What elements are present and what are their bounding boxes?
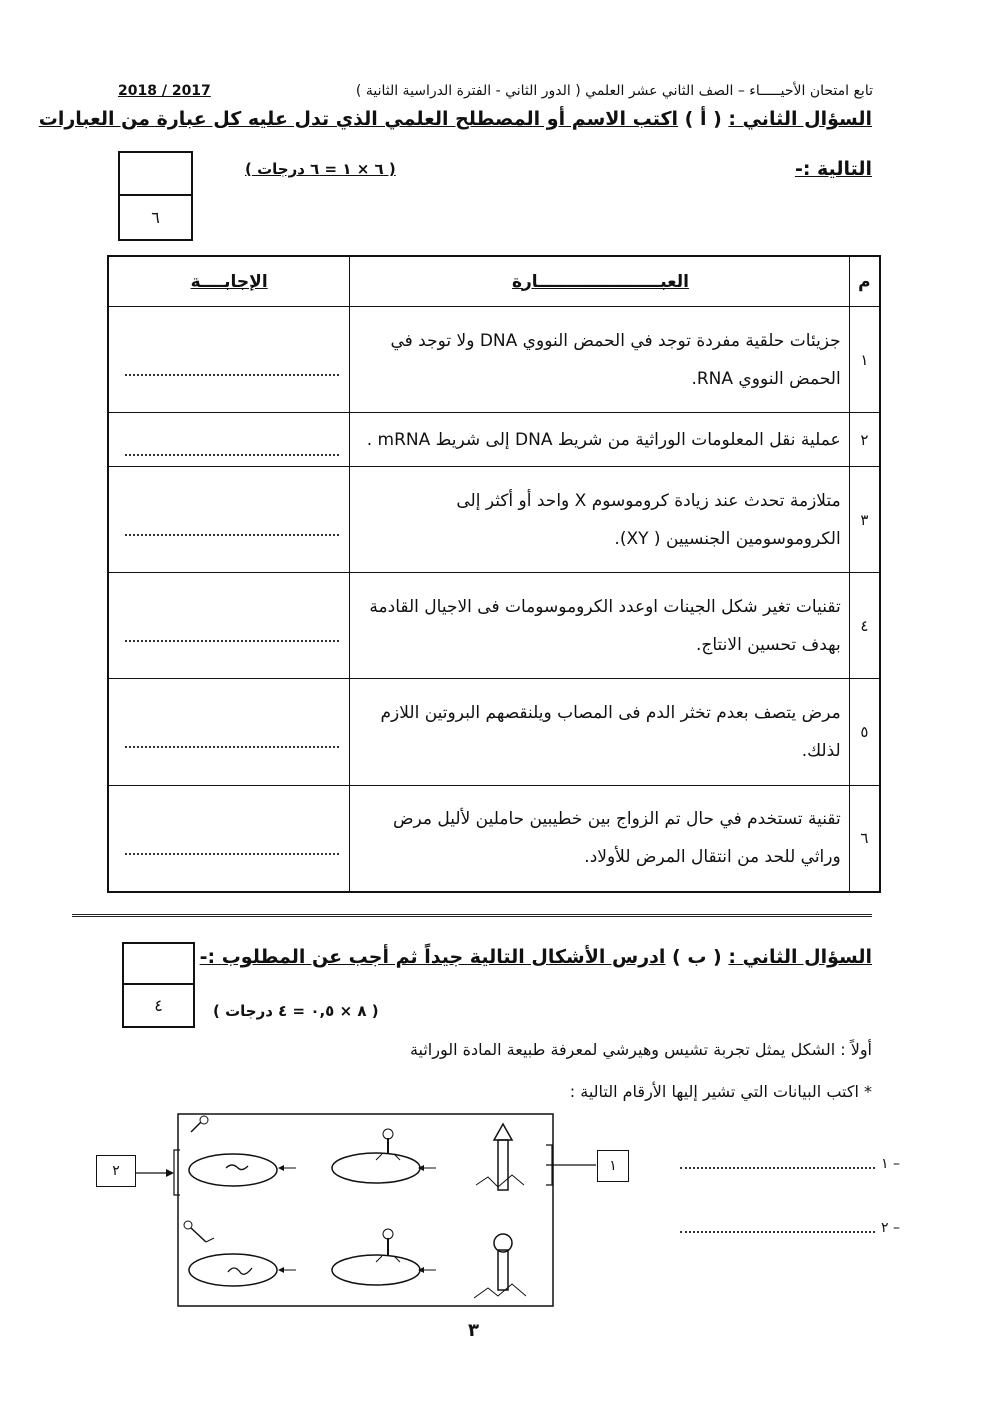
row-number: ٦	[849, 785, 880, 892]
answer-cell[interactable]	[108, 573, 350, 679]
answer-dotted-line	[125, 533, 339, 536]
phage-free-1	[191, 1116, 208, 1132]
page-number: ٣	[468, 1320, 479, 1341]
row-number: ٥	[849, 679, 880, 785]
answer-cell[interactable]	[108, 785, 350, 892]
figure-description: أولاً : الشكل يمثل تجربة تشيس وهيرشي لمعرفة طبيعة المادة الوراثية	[409, 1040, 872, 1059]
row-number: ٣	[849, 466, 880, 572]
table-row	[108, 573, 880, 679]
row-phrase: متلازمة تحدث عند زيادة كروموسوم X واحد أو أكثر إلى الكروموسومين الجنسيين ( XY).	[350, 466, 849, 572]
section-separator	[72, 914, 872, 917]
table-row	[108, 785, 880, 892]
header-answer-text: الإجابــــة	[190, 271, 268, 292]
dna-inside-2a	[228, 1268, 252, 1274]
answer-dotted-line	[125, 639, 339, 642]
figure-label-box-2: ٢	[96, 1155, 136, 1187]
terms-table	[107, 255, 881, 893]
phage-free-2	[184, 1221, 214, 1242]
row-phrase: تقنيات تغير شكل الجينات اوعدد الكروموسومات فى الاجيال القادمة بهدف تحسين الانتاج.	[350, 573, 849, 679]
answer-line-1-dots	[680, 1166, 875, 1169]
arrow-1a-head	[278, 1165, 284, 1171]
question-a-grades: ( ٦ × ١ = ٦ درجات )	[245, 160, 396, 178]
table-row	[108, 466, 880, 572]
score-box-a-value: ٦	[151, 208, 160, 227]
table-row	[108, 413, 880, 467]
score-box-b	[122, 942, 195, 1028]
score-box-a	[118, 151, 193, 241]
answer-cell[interactable]	[108, 307, 350, 413]
dna-inside-1a	[226, 1165, 248, 1170]
header-answer	[108, 256, 350, 307]
question-b-part: ( ب )	[672, 946, 722, 968]
answer-line-2-label: ٢ –	[881, 1220, 900, 1236]
row-phrase: تقنية تستخدم في حال تم الزواج بين خطيبين حاملين لأليل مرض وراثي للحد من انتقال المرض للأولاد.	[350, 785, 849, 892]
answer-line-1[interactable]	[680, 1156, 900, 1172]
exam-header-text: تابع امتحان الأحيـــــاء – الصف الثاني عشر العلمي ( الدور الثاني - الفترة الدراسية الثانية )	[355, 83, 873, 99]
bacterium-2b	[332, 1255, 420, 1285]
arrow-head-label-2	[166, 1169, 174, 1177]
bacterium-1a	[189, 1154, 277, 1186]
figure-instruction: * اكتب البيانات التي تشير إليها الأرقام التالية :	[569, 1082, 872, 1101]
table-header-row	[108, 256, 880, 307]
table-row	[108, 679, 880, 785]
phage-2c	[474, 1234, 526, 1298]
row-number: ١	[849, 307, 880, 413]
bacterium-1b	[332, 1153, 420, 1183]
question-a-text: اكتب الاسم أو المصطلح العلمي الذي تدل عليه كل عبارة من العبارات	[38, 108, 679, 130]
answer-dotted-line	[125, 453, 339, 456]
question-a-part: ( أ )	[684, 108, 722, 130]
answer-dotted-line	[125, 745, 339, 748]
row-number: ٤	[849, 573, 880, 679]
row-phrase: عملية نقل المعلومات الوراثية من شريط DNA إلى شريط mRNA .	[350, 413, 849, 467]
answer-line-2[interactable]	[680, 1220, 900, 1236]
figure-label-box-1: ١	[597, 1150, 629, 1182]
arrow-2a-head	[278, 1267, 284, 1273]
answer-dotted-line	[125, 373, 339, 376]
phage-1c	[476, 1124, 524, 1190]
answer-cell[interactable]	[108, 466, 350, 572]
question-a-number: السؤال الثاني :	[728, 108, 872, 130]
question-b-title	[200, 946, 872, 968]
question-b-number: السؤال الثاني :	[728, 946, 872, 968]
exam-header	[118, 80, 873, 102]
figure-frame	[178, 1114, 553, 1306]
header-num: م	[849, 256, 880, 307]
bracket-left	[174, 1150, 180, 1195]
question-b-text: ادرس الأشكال التالية جيداً ثم أجب عن المطلوب :-	[199, 946, 666, 968]
row-phrase: مرض يتصف بعدم تخثر الدم فى المصاب ويلنقصهم البروتين اللازم لذلك.	[350, 679, 849, 785]
question-b-grades: ( ٨ × ٠,٥ = ٤ درجات )	[213, 1002, 379, 1020]
row-number: ٢	[849, 413, 880, 467]
answer-cell[interactable]	[108, 679, 350, 785]
table-row	[108, 307, 880, 413]
answer-line-2-dots	[680, 1230, 875, 1233]
score-box-a-blank	[120, 153, 191, 196]
exam-year: 2018 / 2017	[118, 83, 211, 99]
row-phrase: جزيئات حلقية مفردة توجد في الحمض النووي DNA ولا توجد في الحمض النووي RNA.	[350, 307, 849, 413]
score-box-b-blank	[124, 944, 193, 985]
answer-line-1-label: ١ –	[881, 1156, 900, 1172]
question-a-title	[38, 108, 872, 130]
hershey-chase-figure	[136, 1110, 596, 1310]
question-a-title-continued: التالية :-	[794, 158, 872, 180]
answer-dotted-line	[125, 852, 339, 855]
score-box-b-value: ٤	[154, 996, 163, 1015]
answer-cell[interactable]	[108, 413, 350, 467]
header-phrase	[350, 256, 849, 307]
header-phrase-text: العبـــــــــــــــــــــارة	[511, 271, 689, 292]
bacterium-2a	[189, 1254, 277, 1286]
